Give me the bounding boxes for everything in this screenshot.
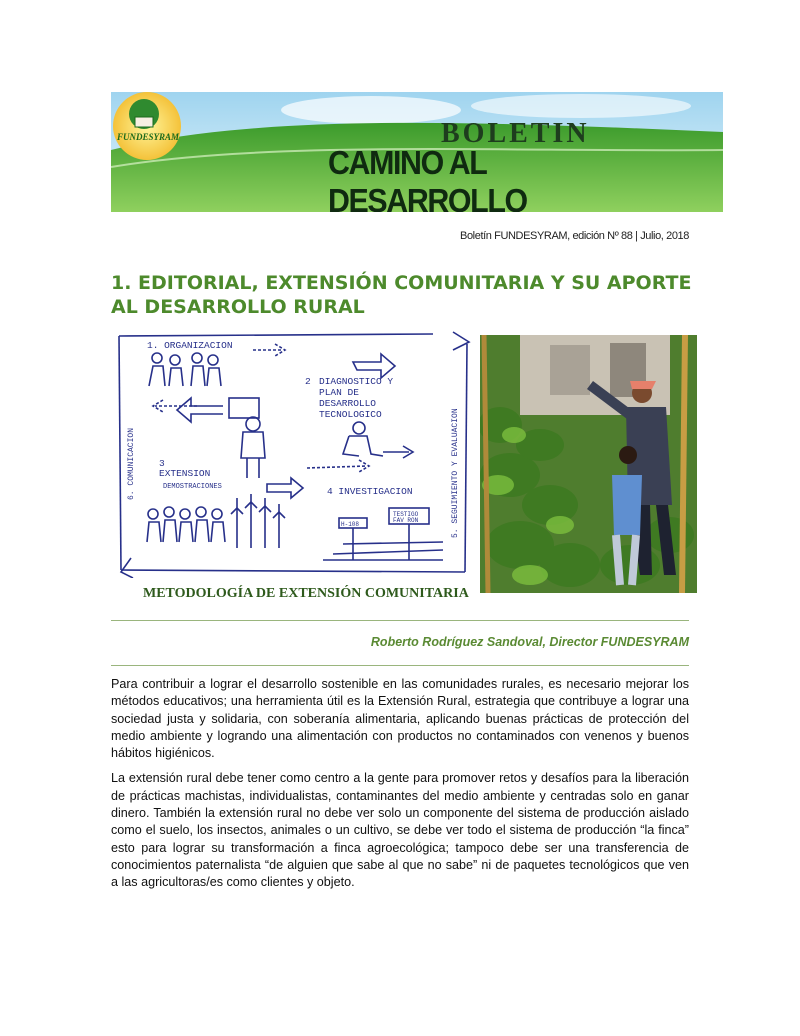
article-author: Roberto Rodríguez Sandoval, Director FUNDESYRAM <box>370 635 689 649</box>
diagram-label-diag-l2: PLAN DE <box>319 387 359 398</box>
logo-text: FUNDESYRAM <box>117 132 180 142</box>
diagram-label-comunicacion: 6. COMUNICACION <box>127 427 136 500</box>
diagram-sign-b: TESTIGO <box>393 511 419 518</box>
edition-line: Boletín FUNDESYRAM, edición Nº 88 | Julio, 2018 <box>460 230 689 242</box>
banner-subtitle: CAMINO AL DESARROLLO <box>328 144 527 212</box>
diagram-label-investigacion: 4 INVESTIGACION <box>327 486 413 497</box>
paragraph-1: Para contribuir a lograr el desarrollo sostenible en las comunidades rurales, es necesario mejorar los métodos educativos; una herramienta útil es la Extensión Rural, estrategia que contribuye a lograr una sociedad justa y solidaria, con soberanía alimentaria, aplicando buenas prácticas de protección del medio ambiente y logrando una alimentación con productos no contaminados con venenos y buenos hábitos higiénicos. <box>111 677 689 761</box>
diagram-sign-c: FAV RON <box>393 517 419 524</box>
diagram-label-diag-l3: DESARROLLO <box>319 398 377 409</box>
divider-bottom <box>111 665 689 666</box>
paragraph-2: La extensión rural debe tener como centro a la gente para promover retos y desafíos para la liberación de prácticas machistas, individualistas, contaminantes del medio ambiente y centradas solo en ganar dinero. También la extensión rural no debe ver solo un componente del sistema de producción aislado como el suelo, los insectos, animales o un cultivo, se debe ver todo el sistema de producción “la finca” esto para lograr su transformación a finca agroecológica; tampoco debe ser una transferencia de conocimientos paternalista “de alguien que sabe al que no sabe” ni de paquetes tecnológicos que ven a las agricultoras/es como clientes y objeto. <box>111 771 689 890</box>
methodology-diagram <box>113 328 475 578</box>
banner-title: BOLETIN <box>441 118 590 149</box>
diagram-label-organizacion: 1. ORGANIZACION <box>147 340 233 351</box>
divider-top <box>111 620 689 621</box>
diagram-label-extension-num: 3 <box>159 458 165 469</box>
field-photo-image <box>480 335 697 593</box>
diagram-label-demostraciones: DEMOSTRACIONES <box>163 483 222 491</box>
diagram-label-diag-l1: DIAGNOSTICO Y <box>319 376 394 387</box>
article-body <box>111 676 689 900</box>
diagram-label-extension: EXTENSION <box>159 468 211 479</box>
article-headline: 1. EDITORIAL, EXTENSIÓN COMUNITARIA Y SU APORTE AL DESARROLLO RURAL <box>111 272 692 318</box>
header-banner <box>111 92 723 212</box>
field-photo <box>480 335 697 593</box>
diagram-sign-a: H-108 <box>341 521 360 528</box>
diagram-label-diag-l4: TECNOLOGICO <box>319 409 382 420</box>
diagram-label-diagnostico-num: 2 <box>305 376 311 387</box>
diagram-caption: METODOLOGÍA DE EXTENSIÓN COMUNITARIA <box>143 586 469 601</box>
diagram-label-seguimiento: 5. SEGUIMIENTO Y EVALUACION <box>451 408 460 538</box>
